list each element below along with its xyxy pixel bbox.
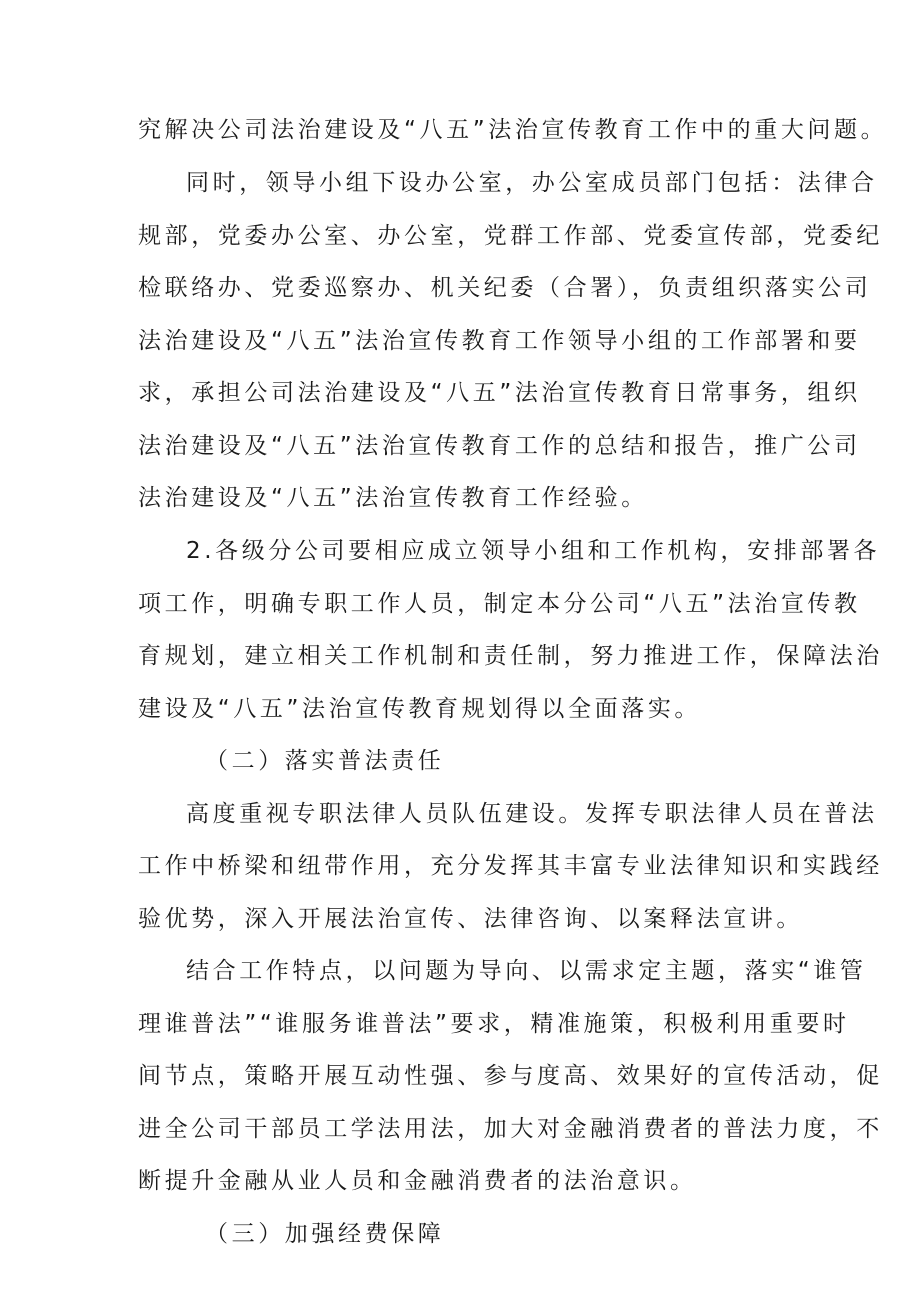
text-line: 间节点，策略开展互动性强、参与度高、效果好的宣传活动，促 [138, 1063, 883, 1089]
text-line: 建设及“八五”法治宣传教育规划得以全面落实。 [138, 696, 702, 722]
text-line: 规部，党委办公室、办公室，党群工作部、党委宣传部，党委纪 [138, 223, 883, 249]
text-line: 验优势，深入开展法治宣传、法律咨询、以案释法宣讲。 [138, 906, 803, 932]
text-line: 检联络办、党委巡察办、机关纪委（合署），负责组织落实公司 [138, 275, 872, 301]
text-line: 求，承担公司法治建设及“八五”法治宣传教育日常事务，组织 [138, 380, 861, 406]
text-line: 项工作，明确专职工作人员，制定本分公司“八五”法治宣传教 [138, 591, 861, 617]
text-line: 断提升金融从业人员和金融消费者的法治意识。 [138, 1168, 697, 1194]
text-line: 究解决公司法治建设及“八五”法治宣传教育工作中的重大问题。 [138, 117, 888, 143]
text-line: 育规划，建立相关工作机制和责任制，努力推进工作，保障法治 [138, 643, 883, 669]
section-heading: （二）落实普法责任 [205, 748, 445, 774]
text-line: 法治建设及“八五”法治宣传教育工作的总结和报告，推广公司 [138, 433, 861, 459]
text-line: 进全公司干部员工学法用法，加大对金融消费者的普法力度，不 [138, 1116, 883, 1142]
text-line: 工作中桥梁和纽带作用，充分发挥其丰富专业法律知识和实践经 [138, 853, 883, 879]
text-line: 理谁普法”“谁服务谁普法”要求，精准施策，积极利用重要时 [138, 1011, 850, 1037]
text-line: 法治建设及“八五”法治宣传教育工作经验。 [138, 485, 648, 511]
paragraph-line: 同时，领导小组下设办公室，办公室成员部门包括：法律合 [186, 170, 878, 196]
text-line: 法治建设及“八五”法治宣传教育工作领导小组的工作部署和要 [138, 328, 861, 354]
section-heading: （三）加强经费保障 [205, 1221, 445, 1247]
paragraph-line: 高度重视专职法律人员队伍建设。发挥专职法律人员在普法 [186, 801, 878, 827]
paragraph-line: 结合工作特点，以问题为导向、以需求定主题，落实“谁管 [186, 958, 867, 984]
paragraph-line: 2.各级分公司要相应成立领导小组和工作机构，安排部署各 [186, 538, 881, 564]
